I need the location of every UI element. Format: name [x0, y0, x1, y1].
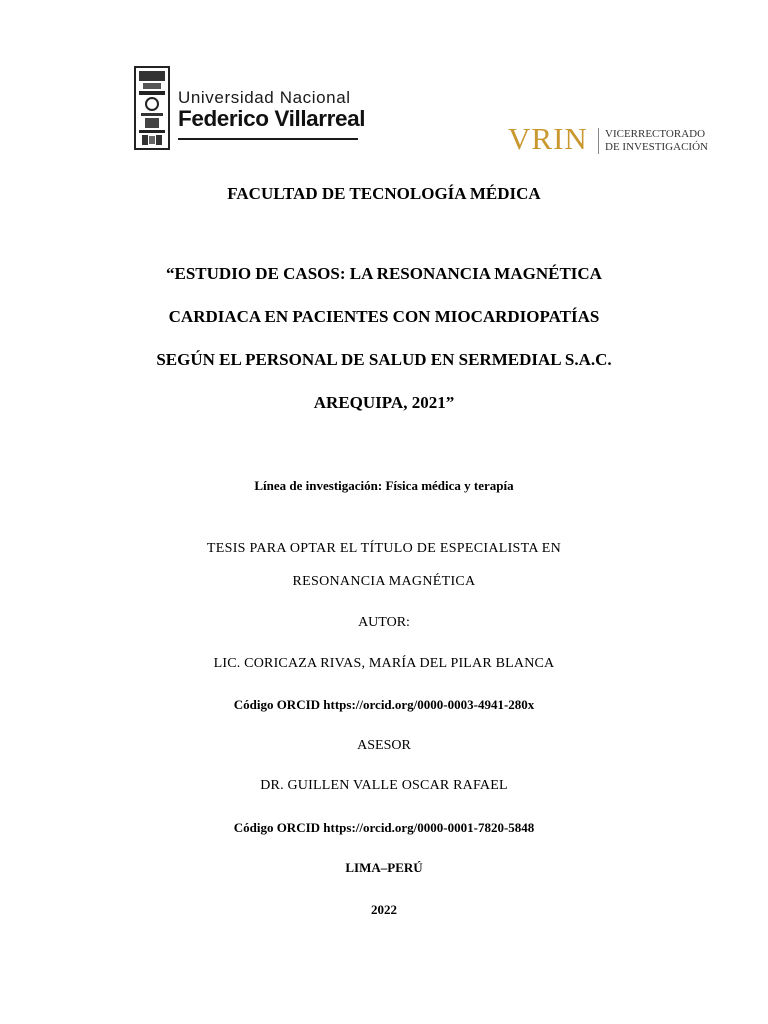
author-label: AUTOR: — [358, 615, 410, 630]
city: LIMA–PERÚ — [345, 860, 423, 875]
vrin-logo — [508, 122, 720, 158]
thesis-title-line-2: CARDIACA EN PACIENTES CON MIOCARDIOPATÍAS — [168, 307, 600, 326]
university-name-line2: Federico Villarreal — [178, 106, 366, 131]
author-name: LIC. CORICAZA RIVAS, MARÍA DEL PILAR BLANCA — [213, 656, 555, 671]
advisor-orcid: Código ORCID https://orcid.org/0000-0001-7820-5848 — [233, 820, 535, 835]
research-line: Línea de investigación: Física médica y terapía — [254, 478, 514, 493]
degree-line-2: RESONANCIA MAGNÉTICA — [292, 574, 476, 589]
advisor-name: DR. GUILLEN VALLE OSCAR RAFAEL — [260, 778, 508, 793]
logo-underline — [178, 138, 358, 140]
vrin-subtitle-line2: DE INVESTIGACIÓN — [605, 141, 708, 153]
thesis-title-line-4: AREQUIPA, 2021” — [313, 393, 455, 412]
university-logo — [134, 66, 364, 150]
vrin-subtitle — [605, 128, 708, 154]
university-emblem-icon — [134, 66, 170, 150]
thesis-title-line-1: “ESTUDIO DE CASOS: LA RESONANCIA MAGNÉTICA — [166, 264, 602, 283]
vrin-divider — [598, 128, 599, 154]
university-name-line1: Universidad Nacional — [178, 88, 351, 107]
author-orcid: Código ORCID https://orcid.org/0000-0003-4941-280x — [233, 697, 535, 712]
thesis-title-line-3: SEGÚN EL PERSONAL DE SALUD EN SERMEDIAL S.A.C. — [156, 350, 612, 369]
advisor-label: ASESOR — [357, 738, 411, 753]
degree-line-1: TESIS PARA OPTAR EL TÍTULO DE ESPECIALISTA EN — [206, 541, 562, 556]
vrin-subtitle-line1: VICERRECTORADO — [605, 128, 706, 140]
year: 2022 — [371, 902, 397, 917]
vrin-mark: VRIN — [508, 121, 588, 156]
faculty-heading: FACULTAD DE TECNOLOGÍA MÉDICA — [227, 184, 541, 203]
